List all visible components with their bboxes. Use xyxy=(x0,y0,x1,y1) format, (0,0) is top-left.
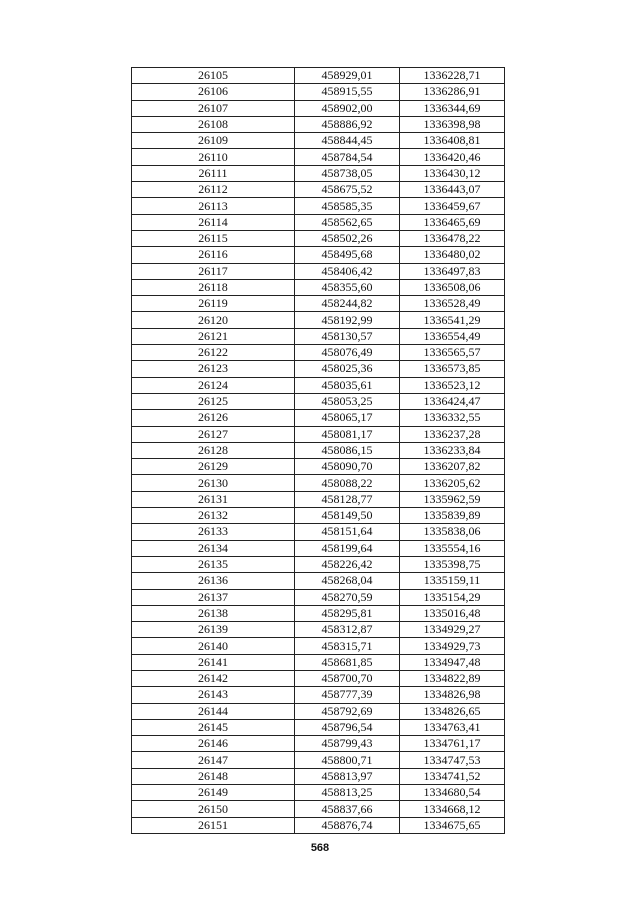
y-coordinate-cell: 1336508,06 xyxy=(400,279,505,295)
x-coordinate-cell: 458813,97 xyxy=(295,768,400,784)
point-number-cell: 26120 xyxy=(132,312,295,328)
y-coordinate-cell: 1336465,69 xyxy=(400,214,505,230)
y-coordinate-cell: 1334947,48 xyxy=(400,654,505,670)
y-coordinate-cell: 1335839,89 xyxy=(400,508,505,524)
point-number-cell: 26125 xyxy=(132,393,295,409)
table-row xyxy=(132,279,505,295)
point-number-cell: 26143 xyxy=(132,687,295,703)
x-coordinate-cell: 458585,35 xyxy=(295,198,400,214)
y-coordinate-cell: 1336565,57 xyxy=(400,345,505,361)
table-row xyxy=(132,377,505,393)
point-number-cell: 26141 xyxy=(132,654,295,670)
x-coordinate-cell: 458090,70 xyxy=(295,459,400,475)
table-row xyxy=(132,589,505,605)
table-row xyxy=(132,230,505,246)
x-coordinate-cell: 458315,71 xyxy=(295,638,400,654)
y-coordinate-cell: 1336332,55 xyxy=(400,410,505,426)
point-number-cell: 26126 xyxy=(132,410,295,426)
table-row xyxy=(132,703,505,719)
table-row xyxy=(132,719,505,735)
x-coordinate-cell: 458025,36 xyxy=(295,361,400,377)
page-number: 568 xyxy=(310,842,330,854)
x-coordinate-cell: 458784,54 xyxy=(295,149,400,165)
table-row xyxy=(132,442,505,458)
y-coordinate-cell: 1334761,17 xyxy=(400,736,505,752)
y-coordinate-cell: 1336573,85 xyxy=(400,361,505,377)
x-coordinate-cell: 458675,52 xyxy=(295,182,400,198)
table-row xyxy=(132,508,505,524)
x-coordinate-cell: 458130,57 xyxy=(295,328,400,344)
x-coordinate-cell: 458495,68 xyxy=(295,247,400,263)
y-coordinate-cell: 1336286,91 xyxy=(400,84,505,100)
y-coordinate-cell: 1335838,06 xyxy=(400,524,505,540)
table-row xyxy=(132,817,505,833)
point-number-cell: 26124 xyxy=(132,377,295,393)
y-coordinate-cell: 1336398,98 xyxy=(400,116,505,132)
x-coordinate-cell: 458681,85 xyxy=(295,654,400,670)
y-coordinate-cell: 1334929,27 xyxy=(400,622,505,638)
y-coordinate-cell: 1336528,49 xyxy=(400,296,505,312)
y-coordinate-cell: 1335398,75 xyxy=(400,556,505,572)
y-coordinate-cell: 1335554,16 xyxy=(400,540,505,556)
point-number-cell: 26110 xyxy=(132,149,295,165)
y-coordinate-cell: 1334675,65 xyxy=(400,817,505,833)
y-coordinate-cell: 1336497,83 xyxy=(400,263,505,279)
x-coordinate-cell: 458128,77 xyxy=(295,491,400,507)
table-row xyxy=(132,410,505,426)
point-number-cell: 26146 xyxy=(132,736,295,752)
table-row xyxy=(132,296,505,312)
x-coordinate-cell: 458088,22 xyxy=(295,475,400,491)
point-number-cell: 26127 xyxy=(132,426,295,442)
y-coordinate-cell: 1336424,47 xyxy=(400,393,505,409)
point-number-cell: 26136 xyxy=(132,573,295,589)
point-number-cell: 26119 xyxy=(132,296,295,312)
point-number-cell: 26122 xyxy=(132,345,295,361)
y-coordinate-cell: 1336430,12 xyxy=(400,165,505,181)
table-row xyxy=(132,556,505,572)
point-number-cell: 26115 xyxy=(132,230,295,246)
table-row xyxy=(132,426,505,442)
table-row xyxy=(132,361,505,377)
x-coordinate-cell: 458076,49 xyxy=(295,345,400,361)
coordinates-table-body xyxy=(132,68,505,834)
y-coordinate-cell: 1336344,69 xyxy=(400,100,505,116)
point-number-cell: 26142 xyxy=(132,670,295,686)
y-coordinate-cell: 1334763,41 xyxy=(400,719,505,735)
x-coordinate-cell: 458151,64 xyxy=(295,524,400,540)
x-coordinate-cell: 458777,39 xyxy=(295,687,400,703)
table-row xyxy=(132,540,505,556)
table-row xyxy=(132,328,505,344)
x-coordinate-cell: 458886,92 xyxy=(295,116,400,132)
point-number-cell: 26148 xyxy=(132,768,295,784)
point-number-cell: 26121 xyxy=(132,328,295,344)
point-number-cell: 26149 xyxy=(132,785,295,801)
table-row xyxy=(132,247,505,263)
x-coordinate-cell: 458738,05 xyxy=(295,165,400,181)
point-number-cell: 26106 xyxy=(132,84,295,100)
y-coordinate-cell: 1336233,84 xyxy=(400,442,505,458)
point-number-cell: 26151 xyxy=(132,817,295,833)
x-coordinate-cell: 458799,43 xyxy=(295,736,400,752)
table-row xyxy=(132,393,505,409)
x-coordinate-cell: 458929,01 xyxy=(295,68,400,84)
y-coordinate-cell: 1335154,29 xyxy=(400,589,505,605)
x-coordinate-cell: 458876,74 xyxy=(295,817,400,833)
point-number-cell: 26134 xyxy=(132,540,295,556)
table-row xyxy=(132,687,505,703)
point-number-cell: 26130 xyxy=(132,475,295,491)
table-row xyxy=(132,149,505,165)
table-row xyxy=(132,165,505,181)
point-number-cell: 26138 xyxy=(132,605,295,621)
x-coordinate-cell: 458813,25 xyxy=(295,785,400,801)
y-coordinate-cell: 1335159,11 xyxy=(400,573,505,589)
x-coordinate-cell: 458915,55 xyxy=(295,84,400,100)
table-row xyxy=(132,100,505,116)
table-row xyxy=(132,133,505,149)
point-number-cell: 26108 xyxy=(132,116,295,132)
point-number-cell: 26118 xyxy=(132,279,295,295)
y-coordinate-cell: 1336420,46 xyxy=(400,149,505,165)
x-coordinate-cell: 458312,87 xyxy=(295,622,400,638)
y-coordinate-cell: 1335016,48 xyxy=(400,605,505,621)
table-row xyxy=(132,736,505,752)
table-row xyxy=(132,345,505,361)
y-coordinate-cell: 1334747,53 xyxy=(400,752,505,768)
table-row xyxy=(132,654,505,670)
y-coordinate-cell: 1336205,62 xyxy=(400,475,505,491)
point-number-cell: 26150 xyxy=(132,801,295,817)
y-coordinate-cell: 1336237,28 xyxy=(400,426,505,442)
point-number-cell: 26147 xyxy=(132,752,295,768)
y-coordinate-cell: 1336478,22 xyxy=(400,230,505,246)
point-number-cell: 26129 xyxy=(132,459,295,475)
x-coordinate-cell: 458268,04 xyxy=(295,573,400,589)
x-coordinate-cell: 458355,60 xyxy=(295,279,400,295)
table-row xyxy=(132,491,505,507)
y-coordinate-cell: 1334929,73 xyxy=(400,638,505,654)
x-coordinate-cell: 458081,17 xyxy=(295,426,400,442)
y-coordinate-cell: 1336541,29 xyxy=(400,312,505,328)
x-coordinate-cell: 458844,45 xyxy=(295,133,400,149)
point-number-cell: 26111 xyxy=(132,165,295,181)
x-coordinate-cell: 458244,82 xyxy=(295,296,400,312)
y-coordinate-cell: 1335962,59 xyxy=(400,491,505,507)
point-number-cell: 26109 xyxy=(132,133,295,149)
point-number-cell: 26116 xyxy=(132,247,295,263)
table-row xyxy=(132,768,505,784)
x-coordinate-cell: 458796,54 xyxy=(295,719,400,735)
x-coordinate-cell: 458502,26 xyxy=(295,230,400,246)
x-coordinate-cell: 458837,66 xyxy=(295,801,400,817)
table-row xyxy=(132,475,505,491)
point-number-cell: 26139 xyxy=(132,622,295,638)
y-coordinate-cell: 1334680,54 xyxy=(400,785,505,801)
x-coordinate-cell: 458295,81 xyxy=(295,605,400,621)
point-number-cell: 26137 xyxy=(132,589,295,605)
point-number-cell: 26135 xyxy=(132,556,295,572)
x-coordinate-cell: 458406,42 xyxy=(295,263,400,279)
y-coordinate-cell: 1334822,89 xyxy=(400,670,505,686)
point-number-cell: 26131 xyxy=(132,491,295,507)
x-coordinate-cell: 458792,69 xyxy=(295,703,400,719)
x-coordinate-cell: 458226,42 xyxy=(295,556,400,572)
table-row xyxy=(132,573,505,589)
table-row xyxy=(132,263,505,279)
table-row xyxy=(132,670,505,686)
table-row xyxy=(132,312,505,328)
table-row xyxy=(132,116,505,132)
table-row xyxy=(132,605,505,621)
x-coordinate-cell: 458035,61 xyxy=(295,377,400,393)
table-row xyxy=(132,84,505,100)
y-coordinate-cell: 1336443,07 xyxy=(400,182,505,198)
table-row xyxy=(132,214,505,230)
y-coordinate-cell: 1334826,98 xyxy=(400,687,505,703)
y-coordinate-cell: 1334826,65 xyxy=(400,703,505,719)
table-row xyxy=(132,752,505,768)
table-row xyxy=(132,524,505,540)
table-row xyxy=(132,801,505,817)
x-coordinate-cell: 458149,50 xyxy=(295,508,400,524)
x-coordinate-cell: 458700,70 xyxy=(295,670,400,686)
point-number-cell: 26112 xyxy=(132,182,295,198)
y-coordinate-cell: 1334668,12 xyxy=(400,801,505,817)
point-number-cell: 26105 xyxy=(132,68,295,84)
point-number-cell: 26113 xyxy=(132,198,295,214)
y-coordinate-cell: 1336554,49 xyxy=(400,328,505,344)
table-row xyxy=(132,68,505,84)
x-coordinate-cell: 458270,59 xyxy=(295,589,400,605)
point-number-cell: 26140 xyxy=(132,638,295,654)
table-row xyxy=(132,459,505,475)
x-coordinate-cell: 458192,99 xyxy=(295,312,400,328)
table-row xyxy=(132,182,505,198)
y-coordinate-cell: 1336228,71 xyxy=(400,68,505,84)
y-coordinate-cell: 1336523,12 xyxy=(400,377,505,393)
y-coordinate-cell: 1336459,67 xyxy=(400,198,505,214)
table-row xyxy=(132,622,505,638)
table-row xyxy=(132,198,505,214)
point-number-cell: 26145 xyxy=(132,719,295,735)
x-coordinate-cell: 458053,25 xyxy=(295,393,400,409)
x-coordinate-cell: 458065,17 xyxy=(295,410,400,426)
x-coordinate-cell: 458902,00 xyxy=(295,100,400,116)
point-number-cell: 26132 xyxy=(132,508,295,524)
y-coordinate-cell: 1334741,52 xyxy=(400,768,505,784)
table-row xyxy=(132,785,505,801)
point-number-cell: 26133 xyxy=(132,524,295,540)
point-number-cell: 26144 xyxy=(132,703,295,719)
x-coordinate-cell: 458199,64 xyxy=(295,540,400,556)
y-coordinate-cell: 1336207,82 xyxy=(400,459,505,475)
table-row xyxy=(132,638,505,654)
point-number-cell: 26128 xyxy=(132,442,295,458)
point-number-cell: 26123 xyxy=(132,361,295,377)
y-coordinate-cell: 1336408,81 xyxy=(400,133,505,149)
point-number-cell: 26107 xyxy=(132,100,295,116)
x-coordinate-cell: 458562,65 xyxy=(295,214,400,230)
x-coordinate-cell: 458086,15 xyxy=(295,442,400,458)
point-number-cell: 26117 xyxy=(132,263,295,279)
x-coordinate-cell: 458800,71 xyxy=(295,752,400,768)
coordinates-table xyxy=(131,67,505,834)
point-number-cell: 26114 xyxy=(132,214,295,230)
y-coordinate-cell: 1336480,02 xyxy=(400,247,505,263)
